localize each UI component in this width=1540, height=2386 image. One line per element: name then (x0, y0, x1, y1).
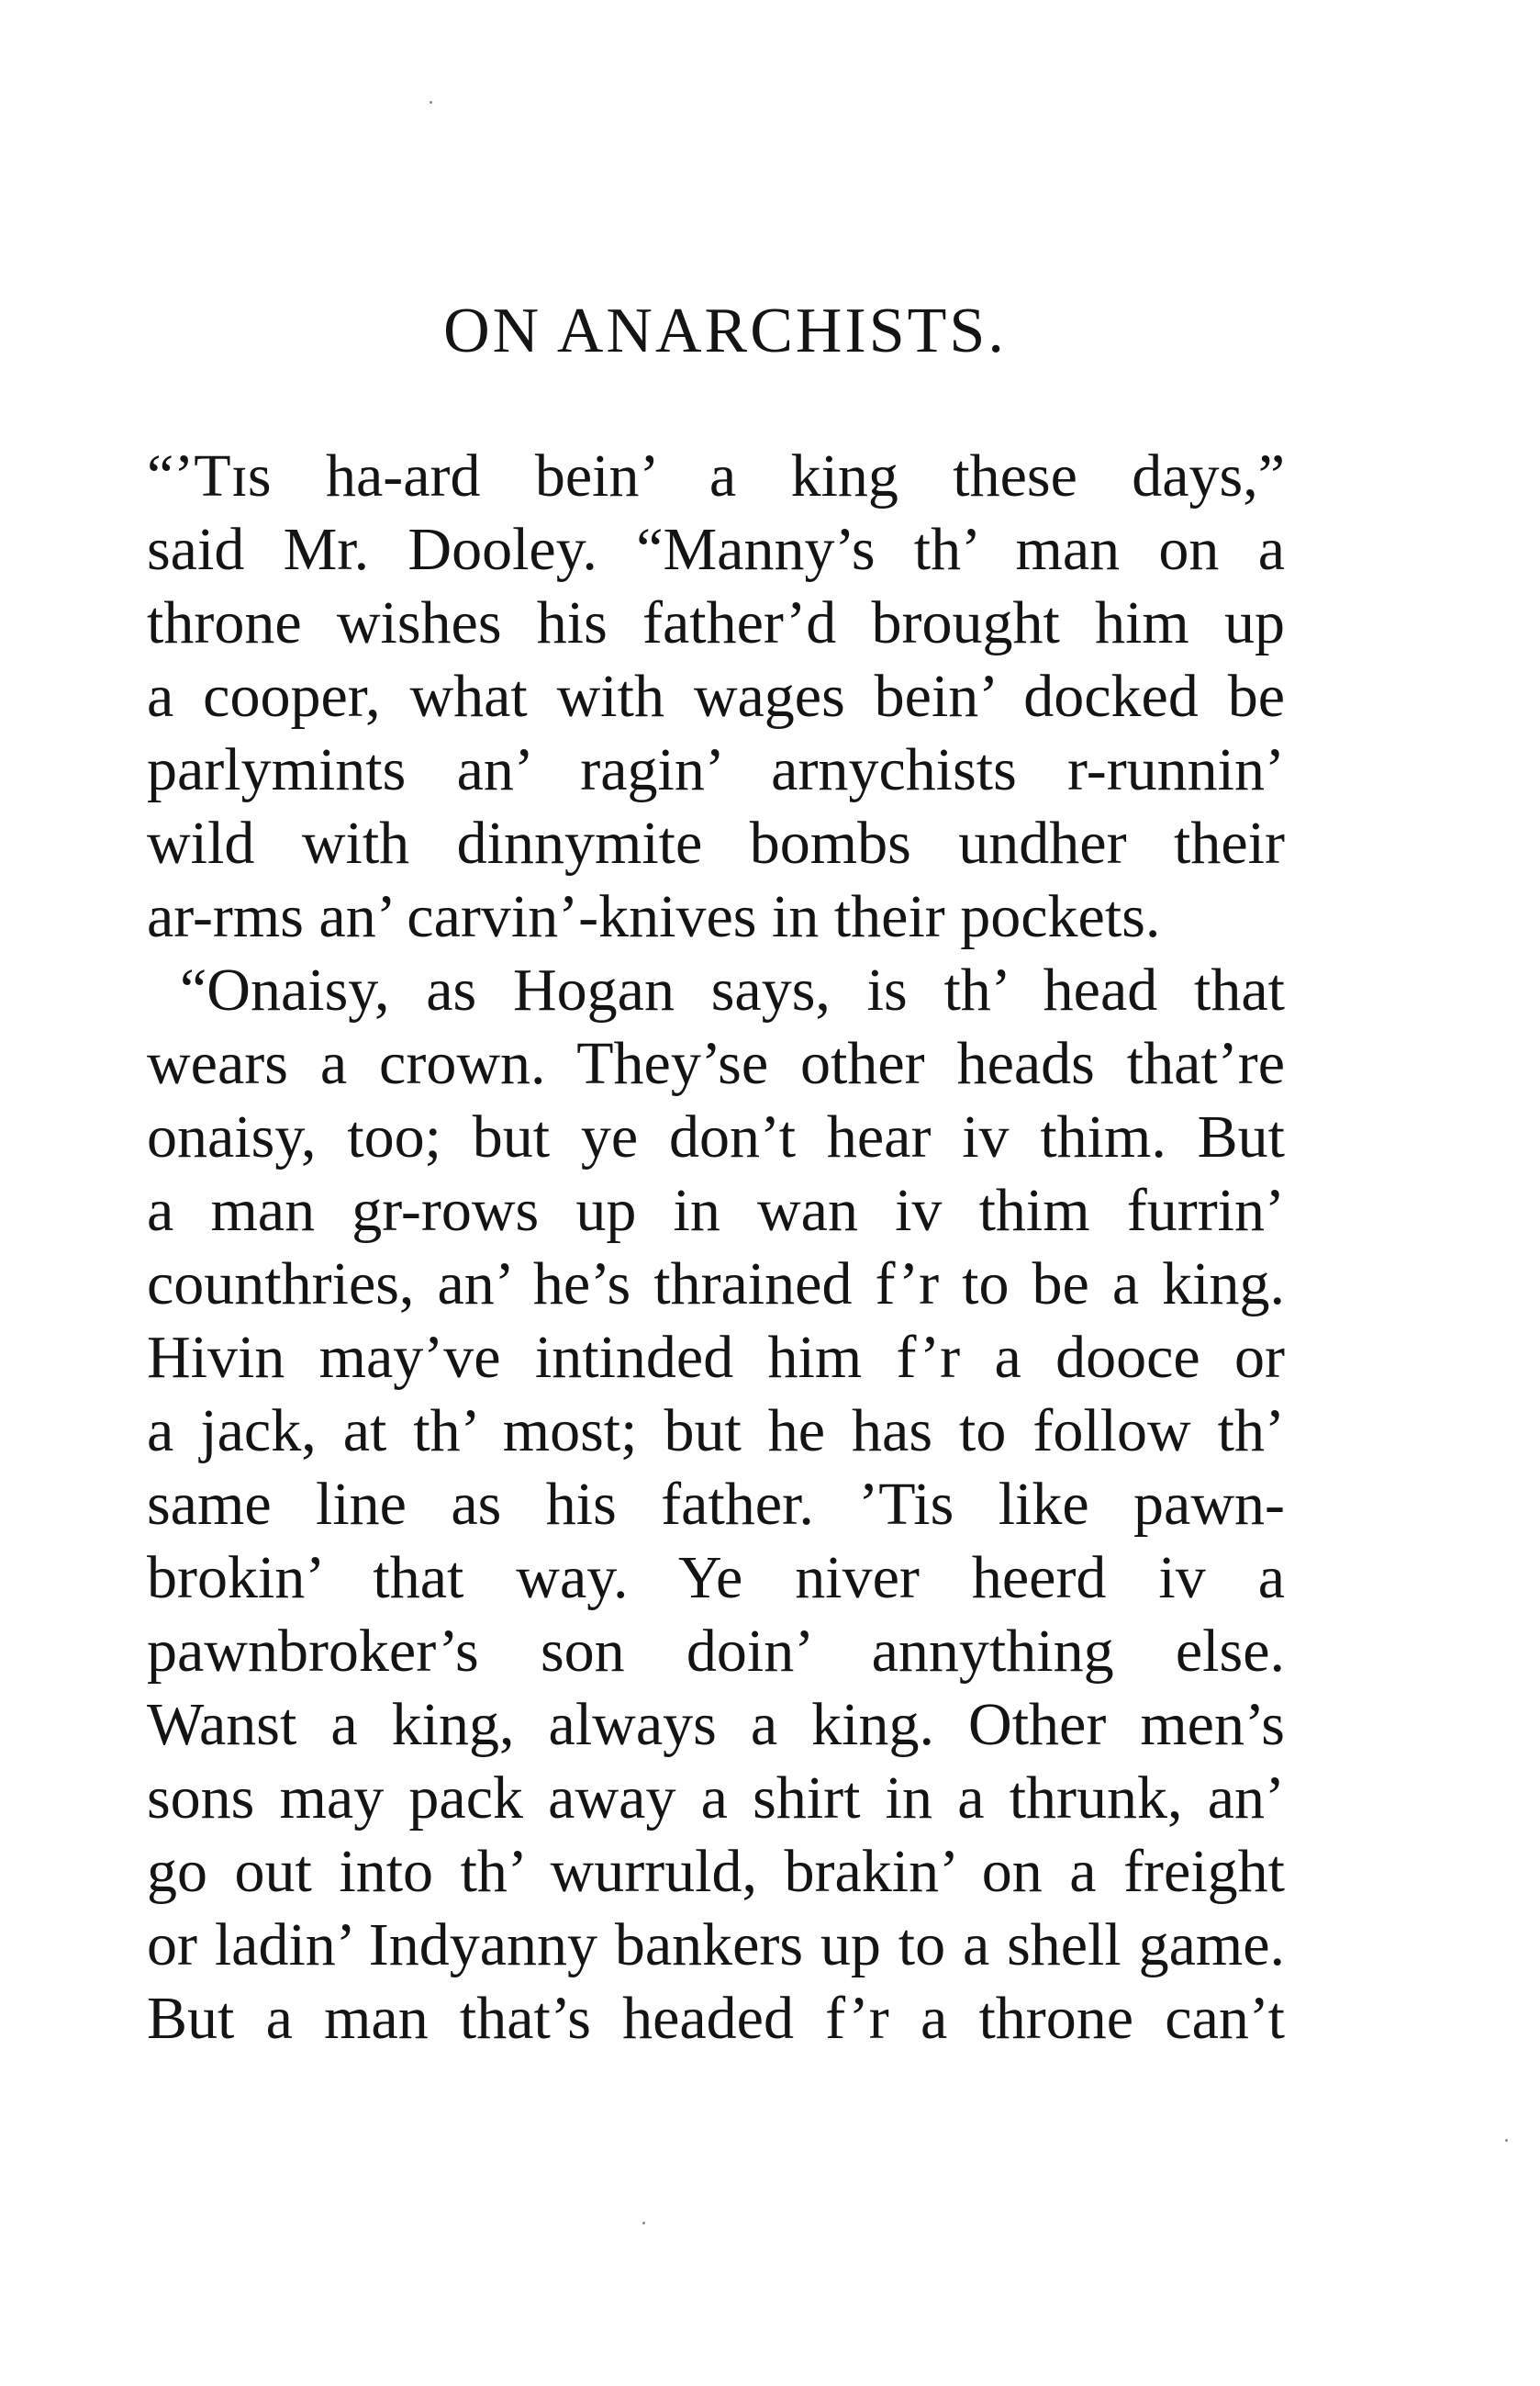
text-line: same line as his father. ’Tis like pawn- (147, 1471, 1285, 1538)
text-line: “Onaisy, as Hogan says, is th’ head that (180, 957, 1285, 1024)
text-line: wild with dinnymite bombs undher their (147, 810, 1285, 877)
text-line: wears a crown. They’se other heads that’re (147, 1030, 1285, 1097)
text-line: onaisy, too; but ye don’t hear iv thim. But (147, 1103, 1285, 1171)
text-line: “’Tɪs ha-ard bein’ a king these days,” (147, 442, 1285, 510)
text-line: sons may pack away a shirt in a thrunk, an’ (147, 1764, 1285, 1832)
text-line: or ladin’ Indyanny bankers up to a shell game. (147, 1911, 1285, 1978)
text-line: counthries, an’ he’s thrained f’r to be a king. (147, 1250, 1285, 1317)
text-line: a cooper, what with wages bein’ docked be (147, 663, 1285, 730)
text-line: said Mr. Dooley. “Manny’s th’ man on a (147, 516, 1285, 583)
text-line: Wanst a king, always a king. Other men’s (147, 1691, 1285, 1758)
text-line: a man gr-rows up in wan iv thim furrin’ (147, 1177, 1285, 1244)
text-line: throne wishes his father’d brought him up (147, 589, 1285, 656)
paper-speck (1505, 2139, 1508, 2142)
text-line: But a man that’s headed f’r a throne can’t (147, 1985, 1285, 2052)
text-line: Hivin may’ve intinded him f’r a dooce or (147, 1324, 1285, 1391)
paper-speck (430, 101, 432, 104)
text-line: ar-rms an’ carvin’-knives in their pockets. (147, 883, 1161, 950)
text-line: go out into th’ wurruld, brakin’ on a freight (147, 1838, 1285, 1905)
chapter-title: ON ANARCHISTS. (443, 296, 1007, 366)
paper-speck (642, 2222, 645, 2224)
text-line: parlymints an’ ragin’ arnychists r-runnin’ (147, 736, 1285, 803)
text-line: brokin’ that way. Ye niver heerd iv a (147, 1544, 1285, 1611)
text-line: a jack, at th’ most; but he has to follow th’ (147, 1397, 1285, 1464)
text-line: pawnbroker’s son doin’ annything else. (147, 1618, 1285, 1685)
